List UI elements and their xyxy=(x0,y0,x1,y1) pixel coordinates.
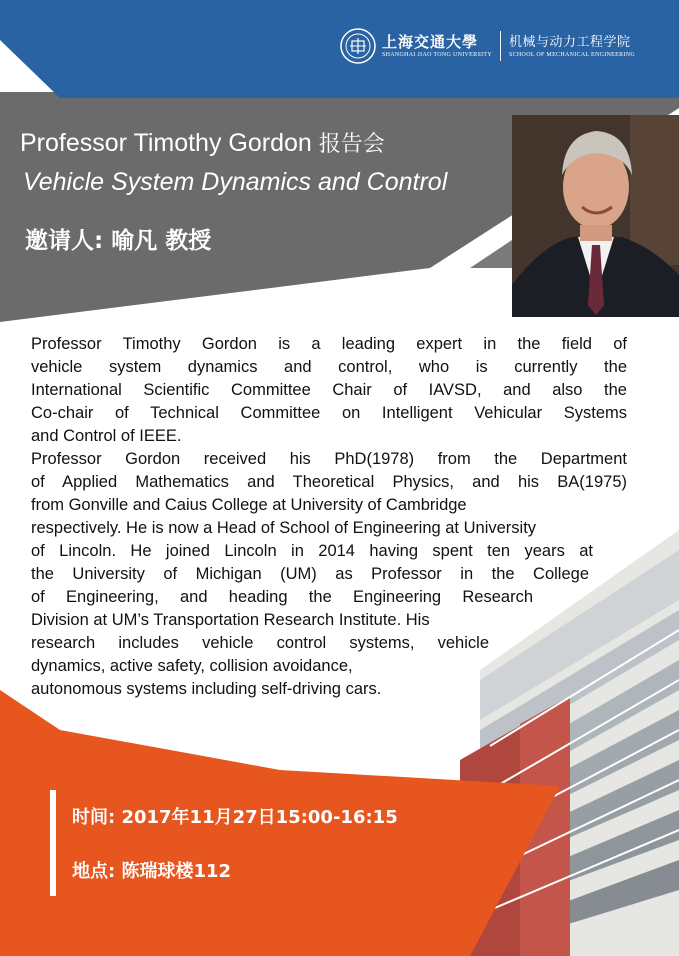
event-place: 地点: 陈瑞球楼112 xyxy=(72,861,232,882)
speaker-portrait xyxy=(512,115,679,317)
schedule-accent-bar xyxy=(50,790,56,896)
bio-line: Professor Gordon received his PhD(1978) from the Department xyxy=(31,450,627,468)
university-name-en: SHANGHAI JIAO TONG UNIVERSITY xyxy=(382,51,492,58)
university-name-cn: 上海交通大學 xyxy=(382,32,479,51)
bio-line: Professor Timothy Gordon is a leading expert in the field of xyxy=(31,335,627,353)
bio-line: respectively. He is now a Head of School of Engineering at University xyxy=(31,519,537,537)
bio-line: of Engineering, and heading the Engineering Research xyxy=(31,588,533,606)
speaker-bio xyxy=(31,333,627,701)
bio-line: from Gonville and Caius College at University of Cambridge xyxy=(31,496,467,514)
bio-line: of Applied Mathematics and Theoretical Physics, and his BA(1975) xyxy=(31,473,627,491)
bio-line: of Lincoln. He joined Lincoln in 2014 having spent ten years at xyxy=(31,542,593,560)
bio-line: Division at UM’s Transportation Research Institute. His xyxy=(31,611,430,629)
event-time: 时间: 2017年11月27日15:00-16:15 xyxy=(72,807,398,828)
bio-line: the University of Michigan (UM) as Professor in the College xyxy=(31,565,589,583)
inviter: 邀请人: 喻凡 教授 xyxy=(25,228,212,254)
talk-title: Vehicle System Dynamics and Control xyxy=(23,168,448,196)
event-label: 报告会 xyxy=(318,132,385,157)
bio-line: vehicle system dynamics and control, who is currently the xyxy=(31,358,627,376)
bio-line: research includes vehicle control systems, vehicle xyxy=(31,634,489,652)
bio-line: autonomous systems including self-driving cars. xyxy=(31,680,382,698)
logo-divider xyxy=(500,31,501,61)
bio-line: dynamics, active safety, collision avoidance, xyxy=(31,657,353,675)
school-name-cn: 机械与动力工程学院 xyxy=(508,34,631,50)
header-logo xyxy=(340,28,635,64)
school-name-en: SCHOOL OF MECHANICAL ENGINEERING xyxy=(508,51,635,58)
bio-line: International Scientific Committee Chair of IAVSD, and also the xyxy=(31,381,627,399)
bio-line: and Control of IEEE. xyxy=(31,427,182,445)
speaker-name: Professor Timothy Gordon xyxy=(20,129,312,157)
university-seal-icon xyxy=(340,28,376,64)
bio-line: Co-chair of Technical Committee on Intelligent Vehicular Systems xyxy=(31,404,627,422)
talk-heading xyxy=(20,127,385,158)
